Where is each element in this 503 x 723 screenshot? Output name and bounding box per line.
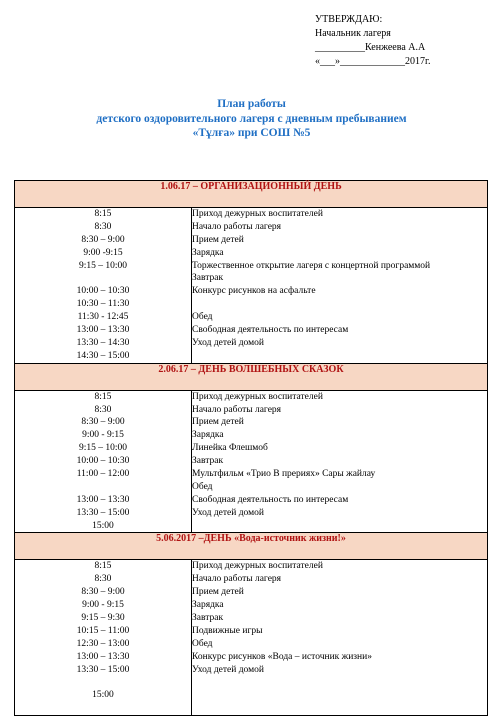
time-slot: 9:15 – 9:30 (81, 613, 125, 624)
day-header: 2.06.17 – ДЕНЬ ВОЛШЕБНЫХ СКАЗОК (15, 363, 488, 390)
time-slot: 9:15 – 10:00 (78, 260, 128, 271)
document-title (0, 97, 503, 141)
day-header: 5.06.2017 –ДЕНЬ «Вода-источник жизни!» (15, 533, 488, 560)
day-header-row (15, 533, 488, 560)
activity-item (192, 689, 487, 702)
activity-item: Обед (192, 481, 213, 492)
time-slot (15, 481, 191, 494)
time-slot: 8:30 – 9:00 (81, 234, 125, 245)
activity-column (192, 560, 488, 716)
activity-item: Уход детей домой (192, 507, 264, 518)
approval-signature: __________Кенжеева А.А (315, 42, 426, 53)
activity-item: Прием детей (192, 417, 244, 428)
activity-item: Свободная деятельность по интересам (192, 494, 349, 505)
time-slot: 9:00 -9:15 (83, 247, 123, 258)
activity-item: Зарядка (192, 430, 224, 441)
time-slot: 9:00 - 9:15 (82, 600, 124, 611)
time-slot: 13:00 – 13:30 (76, 494, 130, 505)
day-header-row (15, 181, 488, 208)
activity-item: Обед (192, 312, 213, 323)
activity-item: Приход дежурных воспитателей (192, 209, 323, 219)
time-slot: 13:00 – 13:30 (76, 651, 130, 662)
time-slot: 9:15 – 10:00 (78, 443, 128, 454)
activity-item: Приход дежурных воспитателей (192, 391, 323, 402)
time-slot: 13:30 – 15:00 (76, 507, 130, 518)
time-column (15, 390, 192, 533)
day-header: 1.06.17 – ОРГАНИЗАЦИОННЫЙ ДЕНЬ (15, 181, 488, 208)
time-slot (15, 677, 191, 690)
title-line-3: «Тұлға» при СОШ №5 (192, 127, 311, 139)
time-slot: 8:15 (94, 391, 112, 402)
time-slot: 9:00 - 9:15 (82, 430, 124, 441)
activity-item (192, 677, 487, 690)
activity-item: Завтрак (192, 613, 224, 624)
activity-item (192, 298, 487, 311)
activity-item: Начало работы лагеря (192, 404, 282, 415)
activity-column (192, 390, 488, 533)
approval-position: Начальник лагеря (315, 28, 391, 39)
time-slot: 8:30 – 9:00 (81, 587, 125, 598)
title-line-1: План работы (217, 98, 286, 110)
activity-item: Начало работы лагеря (192, 221, 282, 232)
activity-item: Линейка Флешмоб (192, 443, 268, 454)
time-slot: 10:15 – 11:00 (76, 625, 130, 636)
time-slot: 8:30 (94, 404, 112, 415)
time-slot: 15:00 (92, 690, 114, 701)
time-slot: 13:00 – 13:30 (76, 325, 130, 336)
time-column (15, 208, 192, 364)
activity-item: Зарядка (192, 247, 224, 258)
approval-block (315, 13, 430, 69)
activity-item: Обед (192, 638, 213, 649)
approval-date: «___»_____________2017г. (315, 56, 431, 67)
day-body-row (15, 208, 488, 364)
day-header-row (15, 363, 488, 390)
spacer (15, 702, 191, 715)
activity-item: Уход детей домой (192, 664, 264, 675)
activity-item: Приход дежурных воспитателей (192, 561, 323, 572)
time-slot: 12:30 – 13:00 (76, 638, 130, 649)
activity-item: Подвижные игры (192, 625, 263, 636)
time-slot: 10:00 – 10:30 (76, 286, 130, 297)
activity-item: Завтрак (192, 456, 224, 467)
approval-heading: УТВЕРЖДАЮ: (315, 14, 383, 25)
time-slot: 10:30 – 11:30 (76, 299, 130, 310)
time-slot: 8:15 (94, 561, 112, 572)
activity-item: Завтрак (192, 273, 224, 284)
time-slot (15, 272, 191, 285)
day-body-row (15, 560, 488, 716)
activity-item: Мультфильм «Трио В прериях» Сары жайлау (192, 469, 376, 480)
activity-item (192, 520, 487, 533)
activity-item: Прием детей (192, 234, 244, 245)
activity-item: Начало работы лагеря (192, 574, 282, 585)
time-slot: 14:30 – 15:00 (76, 350, 130, 361)
title-line-2: детского оздоровительного лагеря с дневным пребыванием (96, 112, 407, 125)
activity-column (192, 208, 488, 364)
time-column (15, 560, 192, 716)
spacer (192, 702, 487, 715)
time-slot: 13:30 – 15:00 (76, 664, 130, 675)
activity-item: Прием детей (192, 587, 244, 598)
activity-item: Зарядка (192, 600, 224, 611)
time-slot: 13:30 – 14:30 (76, 337, 130, 348)
activity-item: Конкурс рисунков «Вода – источник жизни» (192, 651, 372, 662)
day-body-row (15, 390, 488, 533)
activity-item: Торжественное открытие лагеря с концертной программой (192, 260, 431, 271)
time-slot: 15:00 (92, 520, 114, 531)
time-slot: 11:30 - 12:45 (77, 312, 129, 323)
time-slot: 8:30 (94, 221, 112, 232)
time-slot: 11:00 – 12:00 (76, 469, 130, 480)
activity-item: Уход детей домой (192, 337, 264, 348)
time-slot: 8:15 (94, 209, 112, 219)
activity-item (192, 350, 487, 363)
schedule-table (14, 180, 488, 716)
activity-item: Свободная деятельность по интересам (192, 325, 349, 336)
time-slot: 8:30 – 9:00 (81, 417, 125, 428)
time-slot: 8:30 (94, 574, 112, 585)
time-slot: 10:00 – 10:30 (76, 456, 130, 467)
activity-item: Конкурс рисунков на асфальте (192, 286, 316, 297)
